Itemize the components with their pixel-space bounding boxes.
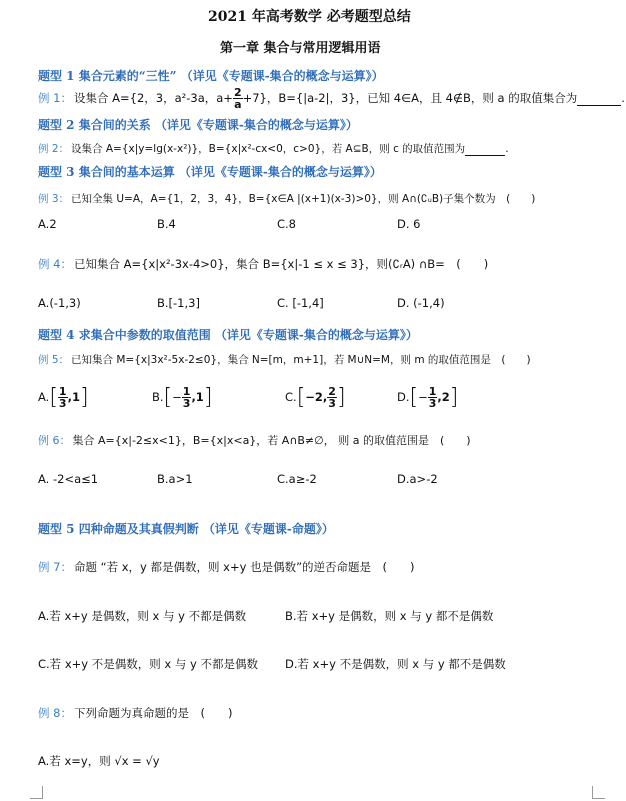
fraction: $\frac{1}{3}$ — [58, 385, 67, 410]
question-1: 例 1： 设集合 A={2，3，a²-3a，a+ $\frac{2}{a}$ +7}，B={|a-2|，3}，已知 4∈A，且 4∉B，则 a 的取值集合为 . — [38, 86, 625, 111]
option-a[interactable]: A.若 x=y，则 √x = √y — [38, 754, 160, 768]
option-a[interactable]: A.(-1,3) — [38, 296, 81, 310]
section-heading-4 — [38, 326, 418, 343]
question-7 — [38, 559, 415, 575]
question-text: 已知集合 M={x|3x²-5x-2≤0}，集合 N=[m，m+1]，若 M∪N=M，则 m 的取值范围是 ( ) — [71, 354, 531, 366]
option-b[interactable]: B.[− $\frac{1}{3}$ ,1] — [152, 385, 213, 410]
question-text: 下列命题为真命题的是 ( ) — [73, 706, 233, 720]
option-c[interactable]: C.[−2, $\frac{2}{3}$ ] — [285, 385, 346, 410]
fraction: $\frac{1}{3}$ — [428, 385, 437, 410]
section-heading-4-text: 题型 4 求集合中参数的取值范围 — [38, 328, 211, 342]
option-b[interactable]: B.若 x+y 是偶数，则 x 与 y 都不是偶数 — [285, 609, 494, 623]
option-c[interactable]: C.a≥-2 — [277, 472, 317, 486]
section-ref-link-1[interactable]: （详见《专题课-集合的概念与运算》） — [180, 69, 384, 83]
question-text: 命题 “若 x，y 都是偶数，则 x+y 也是偶数”的逆否命题是 ( ) — [73, 560, 415, 574]
option-c[interactable]: C.若 x+y 不是偶数，则 x 与 y 不都是偶数 — [38, 657, 258, 671]
question-text: 设集合 A={2，3，a²-3a，a+ — [73, 91, 233, 105]
answer-blank[interactable] — [465, 143, 505, 156]
fraction: $\frac{1}{3}$ — [182, 385, 191, 410]
question-label: 例 8： — [38, 706, 72, 720]
option-a[interactable]: A.若 x+y 是偶数，则 x 与 y 不都是偶数 — [38, 609, 247, 623]
option-a[interactable]: A.[ $\frac{1}{3}$ ,1] — [38, 385, 89, 410]
question-label: 例 6： — [38, 434, 71, 447]
question-text: 集合 A={x|-2≤x<1}，B={x|x<a}，若 A∩B≠∅， 则 a 的取值范围是 ( ) — [72, 434, 471, 447]
question-6 — [38, 432, 471, 448]
question-label: 例 5： — [38, 354, 70, 366]
question-8 — [38, 705, 232, 721]
question-4 — [38, 256, 488, 272]
option-c[interactable]: C.8 — [277, 217, 297, 231]
option-a[interactable]: A.2 — [38, 217, 57, 231]
option-d[interactable]: D.[− $\frac{1}{3}$ ,2] — [397, 385, 459, 410]
chapter-title: 第一章 集合与常用逻辑用语 — [220, 41, 381, 56]
question-text: 已知集合 A={x|x²-3x-4>0}，集合 B={x|-1 ≤ x ≤ 3}，则(∁ᵣA) ∩B= ( ) — [73, 257, 489, 271]
option-b[interactable]: B.a>1 — [157, 472, 193, 486]
option-d[interactable]: D. 6 — [397, 217, 421, 231]
question-5 — [38, 352, 531, 367]
section-ref-link-5[interactable]: （详见《专题课-命题》） — [202, 522, 334, 536]
question-label: 例 1： — [38, 91, 72, 105]
section-heading-1-text: 题型 1 集合元素的“三性” — [38, 69, 177, 83]
option-d[interactable]: D. (-1,4) — [397, 296, 445, 310]
fraction: $\frac{2}{a}$ — [233, 86, 242, 111]
question-text-cont: +7}，B={|a-2|，3}，已知 4∈A，且 4∉B，则 a 的取值集合为 — [242, 91, 578, 105]
question-label: 例 4： — [38, 257, 72, 271]
option-c[interactable]: C. [-1,4] — [277, 296, 324, 310]
question-text: 已知全集 U=A，A={1，2，3，4}，B={x∈A |(x+1)(x-3)>0}，则 A∩(∁ᵤB)子集个数为 ( ) — [71, 193, 536, 205]
section-heading-1 — [38, 67, 384, 84]
question-3 — [38, 191, 535, 206]
section-ref-link-3[interactable]: （详见《专题课-集合的概念与运算》） — [178, 165, 382, 179]
section-heading-3-text: 题型 3 集合间的基本运算 — [38, 165, 175, 179]
crop-mark-bottom-left — [30, 786, 43, 799]
section-heading-3 — [38, 163, 382, 180]
question-label: 例 2： — [38, 143, 70, 155]
option-b[interactable]: B.[-1,3] — [157, 296, 200, 310]
section-heading-5 — [38, 520, 334, 537]
fraction: $\frac{2}{3}$ — [328, 385, 336, 410]
option-b[interactable]: B.4 — [157, 217, 176, 231]
question-2: 例 2： 设集合 A={x|y=lg(x-x²)}，B={x|x²-cx<0，c>0}，若 A⊆B，则 c 的取值范围为 . — [38, 143, 509, 155]
answer-blank[interactable] — [577, 91, 621, 106]
question-text: 设集合 A={x|y=lg(x-x²)}，B={x|x²-cx<0，c>0}，若 A⊆B，则 c 的取值范围为 — [71, 143, 466, 155]
section-heading-2-text: 题型 2 集合间的关系 — [38, 118, 151, 132]
section-heading-5-text: 题型 5 四种命题及其真假判断 — [38, 522, 199, 536]
option-d[interactable]: D.a>-2 — [397, 472, 438, 486]
section-ref-link-2[interactable]: （详见《专题课-集合的概念与运算》） — [154, 118, 358, 132]
section-ref-link-4[interactable]: （详见《专题课-集合的概念与运算》） — [214, 328, 418, 342]
crop-mark-bottom-right — [592, 786, 605, 799]
section-heading-2 — [38, 116, 358, 133]
question-label: 例 7： — [38, 560, 72, 574]
page-title: 2021 年高考数学 必考题型总结 — [208, 9, 411, 25]
question-label: 例 3： — [38, 193, 70, 205]
option-a[interactable]: A. -2<a≤1 — [38, 472, 99, 486]
option-d[interactable]: D.若 x+y 不是偶数，则 x 与 y 都不是偶数 — [285, 657, 506, 671]
